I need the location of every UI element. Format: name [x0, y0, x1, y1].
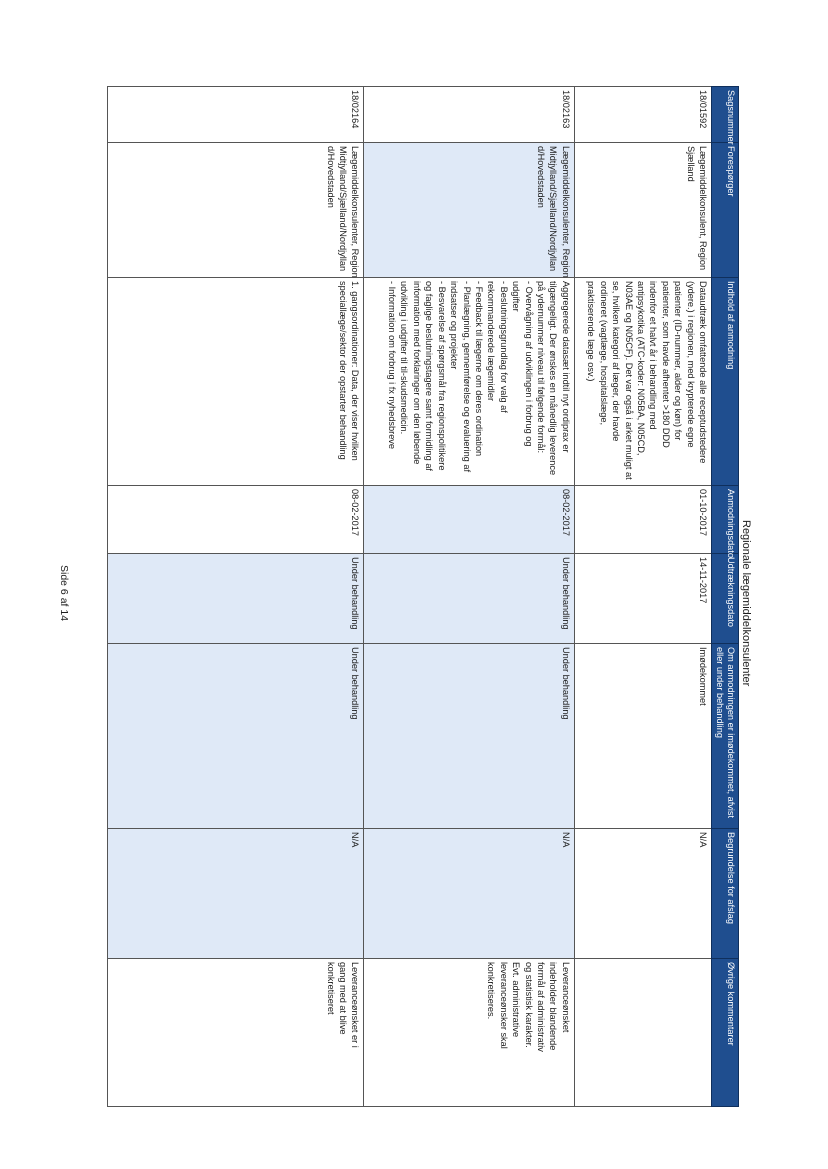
comment-line: og statistisk karakter. [523, 962, 534, 1048]
comment-line: konkretiseret [325, 962, 336, 1015]
content-line: Aggregerede datasæt indtil nyt ordiprax er [560, 281, 571, 453]
rejection-reason: N/A [574, 829, 711, 959]
comments [574, 959, 711, 1107]
content-line: - Information om forbrug i fx nyhedsbreve [387, 281, 398, 450]
extract-date: Under behandling [108, 554, 364, 644]
content-line: praktiserende læge osv.) [586, 281, 597, 382]
requester [108, 143, 364, 278]
content-line: udgifter [511, 281, 522, 312]
content-line: ordineret (vagtlæge, hospitalslæge, [598, 281, 609, 426]
status: Under behandling [364, 644, 574, 829]
table-row [364, 87, 574, 1107]
content-line: og faglige beslutningstagere samt formidling af [424, 281, 435, 471]
comments [364, 959, 574, 1107]
requests-table [107, 86, 739, 1107]
requester-line: Midtjylland/Sjælland/Nordjyllan [338, 146, 349, 272]
request-content [574, 278, 711, 486]
comment-line: Leveranceønsket er i [350, 962, 361, 1048]
comment-line: Evt. administrative [511, 962, 522, 1038]
content-line: antipsykotika (ATC-koder: N05BA, N05CD, [635, 281, 646, 456]
content-line: - Planlægning, gennemførelse og evaluering af [461, 281, 472, 473]
column-header: Om anmodningen er imødekommet, afvist eller under behandling [712, 644, 739, 829]
column-header: Udtrækningsdato [712, 554, 739, 644]
content-line: rekommanderede lægemidler [486, 281, 497, 402]
content-line: N03AE og N05CF). Det var også i arket muligt at [623, 281, 634, 480]
requester-line: Lægemiddelkonsulenter, Region [560, 146, 571, 278]
content-line: se, hvilken kategori af læger, der havde [611, 281, 622, 442]
requester [364, 143, 574, 278]
comment-line: formål af administrativ [535, 962, 546, 1052]
case-number: 18/02163 [364, 87, 574, 143]
case-number: 18/01592 [574, 87, 711, 143]
page-number: Side 6 af 14 [58, 565, 70, 622]
content-line: indsatser og projekter [449, 281, 460, 370]
extract-date: 14-11-2017 [574, 554, 711, 644]
content-line: information med forklaringer om den løbende [411, 281, 422, 465]
content-line: tilgængeligt. Der ønskes en månedlig leverence [548, 281, 559, 476]
request-date: 01-10-2017 [574, 486, 711, 554]
request-date: 08-02-2017 [364, 486, 574, 554]
requester-line: Sjælland [685, 146, 696, 182]
content-line: indenfor et halvt år i behandling med [648, 281, 659, 430]
table-row [574, 87, 711, 1107]
content-line: patienter (ID-nummer, alder og køn) for [673, 281, 684, 441]
extract-date: Under behandling [364, 554, 574, 644]
content-line: - Besvarelse af spørgsmål fra regionspolitikere [436, 281, 447, 471]
comments [108, 959, 364, 1107]
rejection-reason: N/A [364, 829, 574, 959]
table-container [107, 86, 739, 1106]
requester-line: Midtjylland/Sjælland/Nordjyllan [548, 146, 559, 272]
content-line: 1. gangsordinationer: Data, der viser hvilken [350, 281, 361, 461]
column-header: Indhold af anmodning [712, 278, 739, 486]
comment-line: konkretiseres. [486, 962, 497, 1020]
request-content [364, 278, 574, 486]
case-number: 18/02164 [108, 87, 364, 143]
page-header: Regionale lægemiddelkonsulenter [740, 520, 752, 687]
content-line: speciallæge/sektor der opstarter behandling [338, 281, 349, 460]
rejection-reason: N/A [108, 829, 364, 959]
status: Imødekommet [574, 644, 711, 829]
requester-line: d/Hovedstaden [325, 146, 336, 208]
column-header: Forespørger [712, 143, 739, 278]
status: Under behandling [108, 644, 364, 829]
requester-line: Lægemiddelkonsulenter, Region [350, 146, 361, 278]
content-line: - Feedback til lægerne om deres ordination [473, 281, 484, 457]
comment-line: gang med at blive [338, 962, 349, 1035]
comment-line: leveranceønsker skal [498, 962, 509, 1049]
table-row [108, 87, 364, 1107]
column-header: Øvrige kommentarer [712, 959, 739, 1107]
requester-line: Lægemiddelkonsulent, Region [698, 146, 708, 271]
request-content [108, 278, 364, 486]
column-header: Sagsnummer [712, 87, 739, 143]
requester-line: d/Hovedstaden [535, 146, 546, 208]
content-line: patienter, som havde afhentet >180 DDD [660, 281, 671, 448]
column-header: Begrundelse for afslag [712, 829, 739, 959]
content-line: Dataudtræk omfattende alle receptudstedere [698, 281, 708, 464]
content-line: på ydernummer niveau til følgende formål: [535, 281, 546, 454]
request-date: 08-02-2017 [108, 486, 364, 554]
content-line: udvikling i udgifter til til-skudsmedicin. [399, 281, 410, 435]
table-header-row [712, 87, 739, 1107]
content-line: (ydere.) i regionen, med krypterede egne [685, 281, 696, 448]
column-header: Anmodningsdato [712, 486, 739, 554]
comment-line: indeholder blandende [548, 962, 559, 1051]
content-line: - Beslutningsgrundlag for valg af [498, 281, 509, 413]
requester [574, 143, 711, 278]
comment-line: Leveranceønsket [560, 962, 571, 1033]
content-line: - Overvågning af udviklingen i forbrug og [523, 281, 534, 447]
